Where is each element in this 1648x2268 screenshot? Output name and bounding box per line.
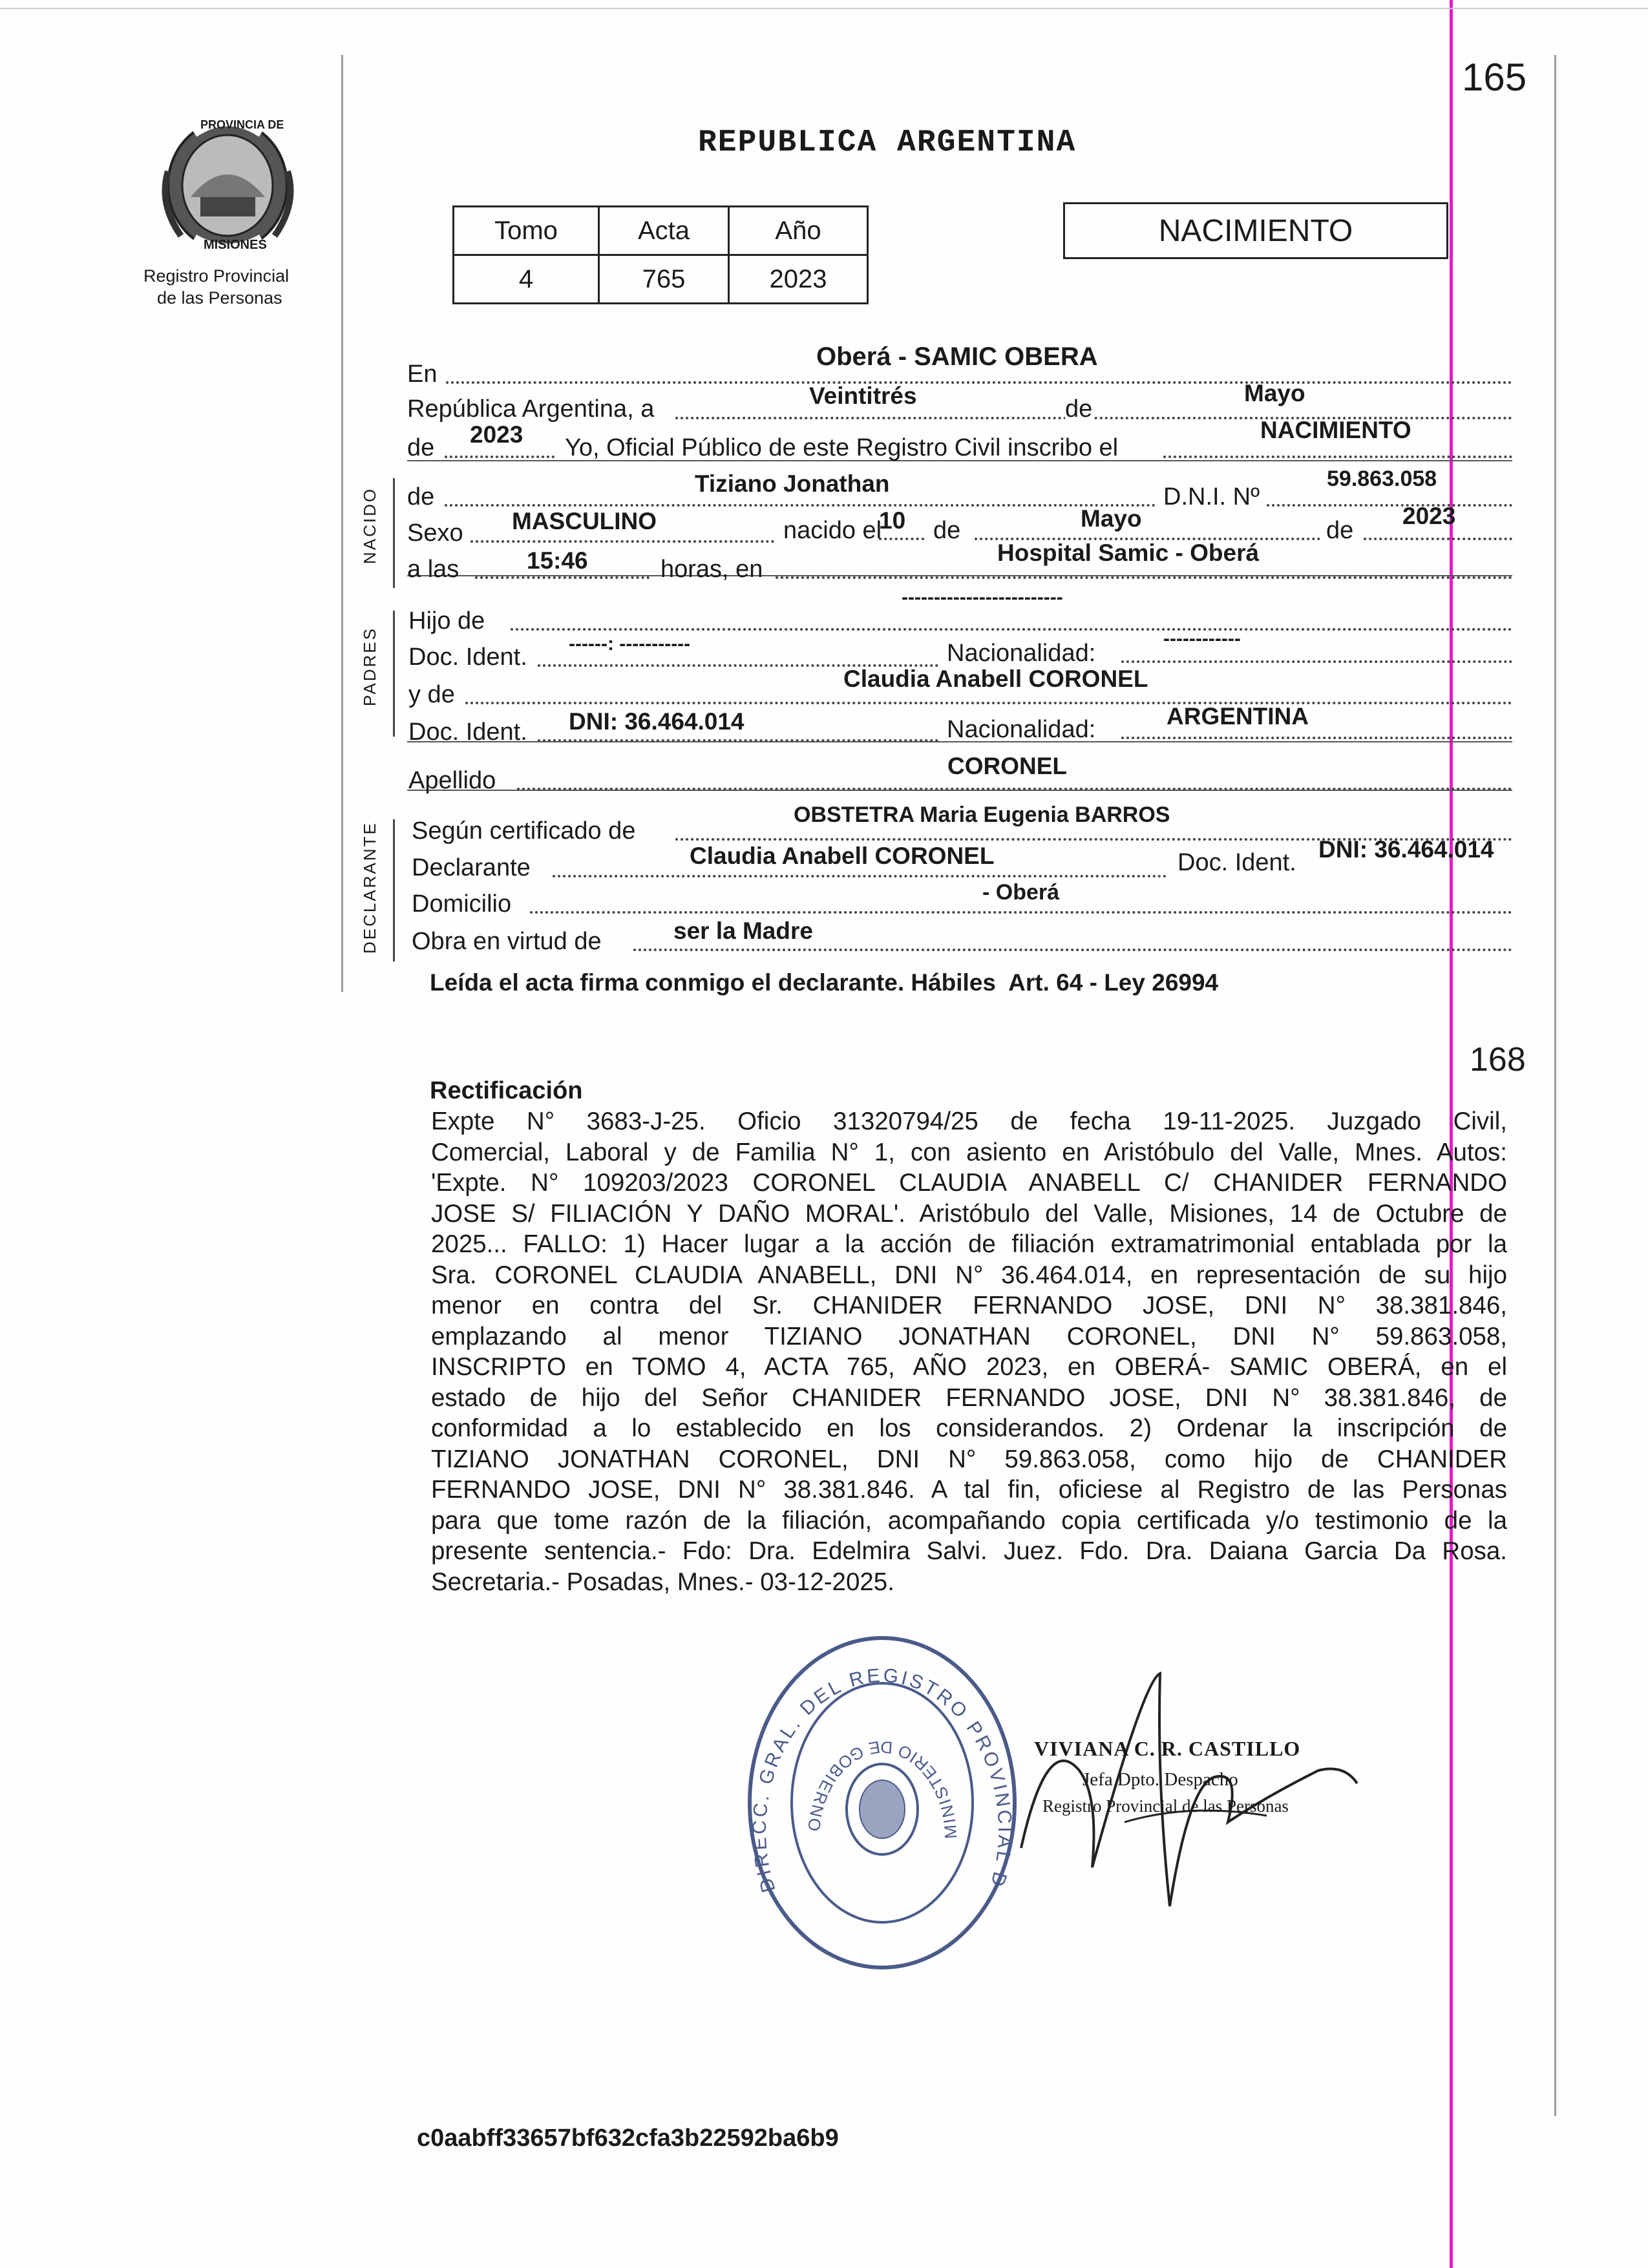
tomo-header: Tomo: [454, 207, 599, 255]
rect-line: menor en contra del Sr. CHANIDER FERNANDO JOSE, DNI N° 38.381.846,: [431, 1292, 1507, 1319]
year-dots: [445, 456, 555, 458]
surname-dots: [517, 788, 1512, 790]
section-born: NACIDO: [360, 487, 379, 564]
and-label: y de: [408, 681, 455, 708]
signature-org: Registro Provincial de las Personas: [1042, 1796, 1289, 1816]
doc-type-box: [1063, 202, 1448, 259]
rect-line: Secretaria.- Posadas, Mnes.- 03-12-2025.: [431, 1568, 894, 1596]
section-declarant: DECLARANTE: [360, 821, 379, 954]
birth-month: Mayo: [1081, 505, 1142, 532]
province-emblem: [155, 113, 301, 262]
time-dots: [475, 576, 650, 579]
top-scan-edge: [0, 8, 1648, 9]
mother-doc-dots: [538, 739, 938, 742]
en-dots: [446, 381, 1512, 384]
rect-line: TIZIANO JONATHAN CORONEL, DNI N° 59.863.058, como hijo de CHANIDER: [431, 1445, 1507, 1473]
surname-label: Apellido: [408, 767, 496, 794]
father-nat: ------------: [1163, 628, 1241, 649]
rect-line: Expte N° 3683-J-25. Oficio 31320794/25 de fecha 19-11-2025. Juzgado Civil,: [431, 1108, 1507, 1135]
virtue: ser la Madre: [673, 918, 813, 944]
decl-doc-label: Doc. Ident.: [1178, 849, 1296, 876]
anio-header: Año: [729, 207, 868, 255]
addr-label: Domicilio: [412, 890, 512, 918]
doc-type: NACIMIENTO: [1158, 213, 1353, 248]
hours-label: horas, en: [660, 556, 763, 583]
cert-label: Según certificado de: [412, 817, 636, 845]
emblem-text-bottom: MISIONES: [204, 238, 267, 252]
left-margin-line: [341, 55, 343, 992]
official-stamp: [743, 1632, 1021, 1974]
surname: CORONEL: [947, 753, 1067, 779]
de2-label: de: [407, 434, 435, 461]
birth-place: Hospital Samic - Oberá: [997, 540, 1260, 566]
mother-doc: DNI: 36.464.014: [569, 708, 745, 735]
month: Mayo: [1244, 380, 1305, 406]
declarant-doc: DNI: 36.464.014: [1318, 836, 1494, 863]
right-margin-line: [1554, 55, 1556, 2116]
cert: OBSTETRA Maria Eugenia BARROS: [794, 803, 1170, 827]
document-hash: c0aabff33657bf632cfa3b22592ba6b9: [417, 2125, 839, 2152]
address-dots: [530, 911, 1512, 914]
section-parents: PADRES: [360, 627, 379, 706]
rectification-title: Rectificación: [430, 1077, 583, 1104]
child-dots: [445, 504, 1156, 507]
nat2-label: Nacionalidad:: [947, 716, 1096, 743]
rect-line: conformidad a lo establecido en los considerandos. 2) Ordenar la inscripción de: [431, 1414, 1507, 1442]
sex: MASCULINO: [512, 508, 657, 534]
place-dots: [776, 576, 1512, 579]
declarant: Claudia Anabell CORONEL: [690, 843, 995, 869]
de4-label: de: [933, 517, 961, 544]
child-name: Tiziano Jonathan: [695, 470, 890, 497]
rect-line: 'Expte. N° 109203/2023 CORONEL CLAUDIA ANABELL C/ CHANIDER FERNANDO: [431, 1169, 1507, 1197]
org-line-2: de las Personas: [157, 288, 282, 308]
born-label: nacido el: [783, 517, 882, 544]
doc2-label: Doc. Ident.: [408, 719, 527, 746]
dni-label: D.N.I. Nº: [1163, 483, 1260, 510]
rect-line: emplazando al menor TIZIANO JONATHAN CORONEL, DNI N° 59.863.058,: [431, 1322, 1507, 1350]
inscription-dots: [1163, 456, 1512, 458]
birth-year: 2023: [1402, 503, 1456, 529]
address: - Oberá: [982, 880, 1060, 905]
mother-nat: ARGENTINA: [1167, 703, 1309, 730]
rect-line: Comercial, Laboral y de Familia N° 1, con asiento en Aristóbulo del Valle, Mnes. Autos:: [431, 1138, 1507, 1166]
mother-nat-dots: [1121, 737, 1512, 739]
son-label: Hijo de: [408, 607, 485, 635]
page-number-top: 165: [1462, 56, 1527, 99]
rect-line: 2025... FALLO: 1) Hacer lugar a la acción de filiación extramatrimonial entablada por la: [431, 1230, 1507, 1258]
birth-year-dots: [1364, 538, 1512, 540]
en-label: En: [407, 361, 438, 388]
acta-header: Acta: [599, 207, 729, 255]
register-table: [452, 205, 869, 304]
signature-name: VIVIANA C. R. CASTILLO: [1034, 1737, 1301, 1760]
section-bar-parents: [393, 611, 395, 737]
rect-line: estado de hijo del Señor CHANIDER FERNANDO JOSE, DNI N° 38.381.846, de: [431, 1383, 1507, 1412]
father-doc: ------: -----------: [569, 633, 691, 655]
decl-label: Declarante: [412, 854, 531, 881]
sex-label: Sexo: [407, 520, 463, 547]
father-name: -------------------------: [902, 587, 1063, 608]
section-bar-born: [393, 478, 395, 588]
de-label: de: [1065, 395, 1093, 423]
yo-text: Yo, Oficial Público de este Registro Civil inscribo el: [565, 434, 1119, 461]
rect-line: JOSE S/ FILIACIÓN Y DAÑO MORAL'. Aristóbulo del Valle, Misiones, 14 de Octubre de: [431, 1199, 1507, 1228]
rep-label: República Argentina, a: [407, 395, 655, 423]
page-number-bottom: 168: [1470, 1041, 1526, 1078]
nat-label: Nacionalidad:: [947, 640, 1096, 667]
stamp-inner-text: MINISTERIO DE GOBIERNO: [803, 1737, 961, 1840]
rect-line: Sra. CORONEL CLAUDIA ANABELL, DNI N° 36.464.014, en representación de su hijo: [431, 1261, 1507, 1289]
signature-role: Jefa Dpto. Despacho: [1083, 1769, 1238, 1790]
rect-line: FERNANDO JOSE, DNI N° 38.381.846. A tal fin, oficiese al Registro de las Personas: [431, 1476, 1507, 1504]
de3-label: de: [407, 483, 435, 510]
child-dni: 59.863.058: [1327, 467, 1437, 491]
rectification-body: [431, 1106, 1507, 1597]
rect-line: para que tome razón de la filiación, acompañando copia certificada y/o testimonio de la: [431, 1506, 1507, 1535]
section-bar-declarant: [393, 819, 395, 961]
stamp-ring-text: DIRECC. GRAL. DEL REGISTRO PROVINCIAL D: [748, 1664, 1016, 1895]
doc-label: Doc. Ident.: [408, 644, 527, 671]
birth-day: 10: [879, 507, 906, 534]
de5-label: de: [1326, 517, 1354, 544]
dni-dots: [1267, 504, 1512, 507]
day-words: Veintitrés: [809, 383, 917, 409]
tomo-value: 4: [454, 255, 599, 304]
org-line-1: Registro Provincial: [143, 266, 290, 286]
mother-name: Claudia Anabell CORONEL: [843, 666, 1148, 692]
rect-line: INSCRIPTO en TOMO 4, ACTA 765, AÑO 2023, en OBERÁ- SAMIC OBERÁ, en el: [431, 1353, 1507, 1381]
virtue-label: Obra en virtud de: [412, 928, 602, 955]
declarant-dots: [553, 875, 1167, 877]
country-title: REPUBLICA ARGENTINA: [698, 125, 1077, 160]
acta-value: 765: [599, 255, 729, 304]
at-label: a las: [407, 556, 460, 583]
father-dots: [511, 628, 1512, 631]
virtue-dots: [633, 949, 1512, 951]
year: 2023: [470, 421, 523, 448]
inscription: NACIMIENTO: [1260, 417, 1411, 443]
closing-line: Leída el acta firma conmigo el declarante. Hábiles Art. 64 - Ley 26994: [430, 969, 1219, 996]
mother-dots: [465, 702, 1512, 704]
emblem-text-top: PROVINCIA DE: [200, 118, 284, 131]
anio-value: 2023: [729, 255, 868, 304]
en-value: Oberá - SAMIC OBERA: [816, 342, 1098, 371]
birth-time: 15:46: [527, 547, 588, 574]
father-nat-dots: [1121, 660, 1512, 663]
day-dots: [879, 538, 924, 540]
rect-line: presente sentencia.- Fdo: Dra. Edelmira Salvi. Juez. Fdo. Dra. Daiana Garcia Da Rosa.: [431, 1537, 1507, 1565]
sex-dots: [470, 540, 774, 543]
